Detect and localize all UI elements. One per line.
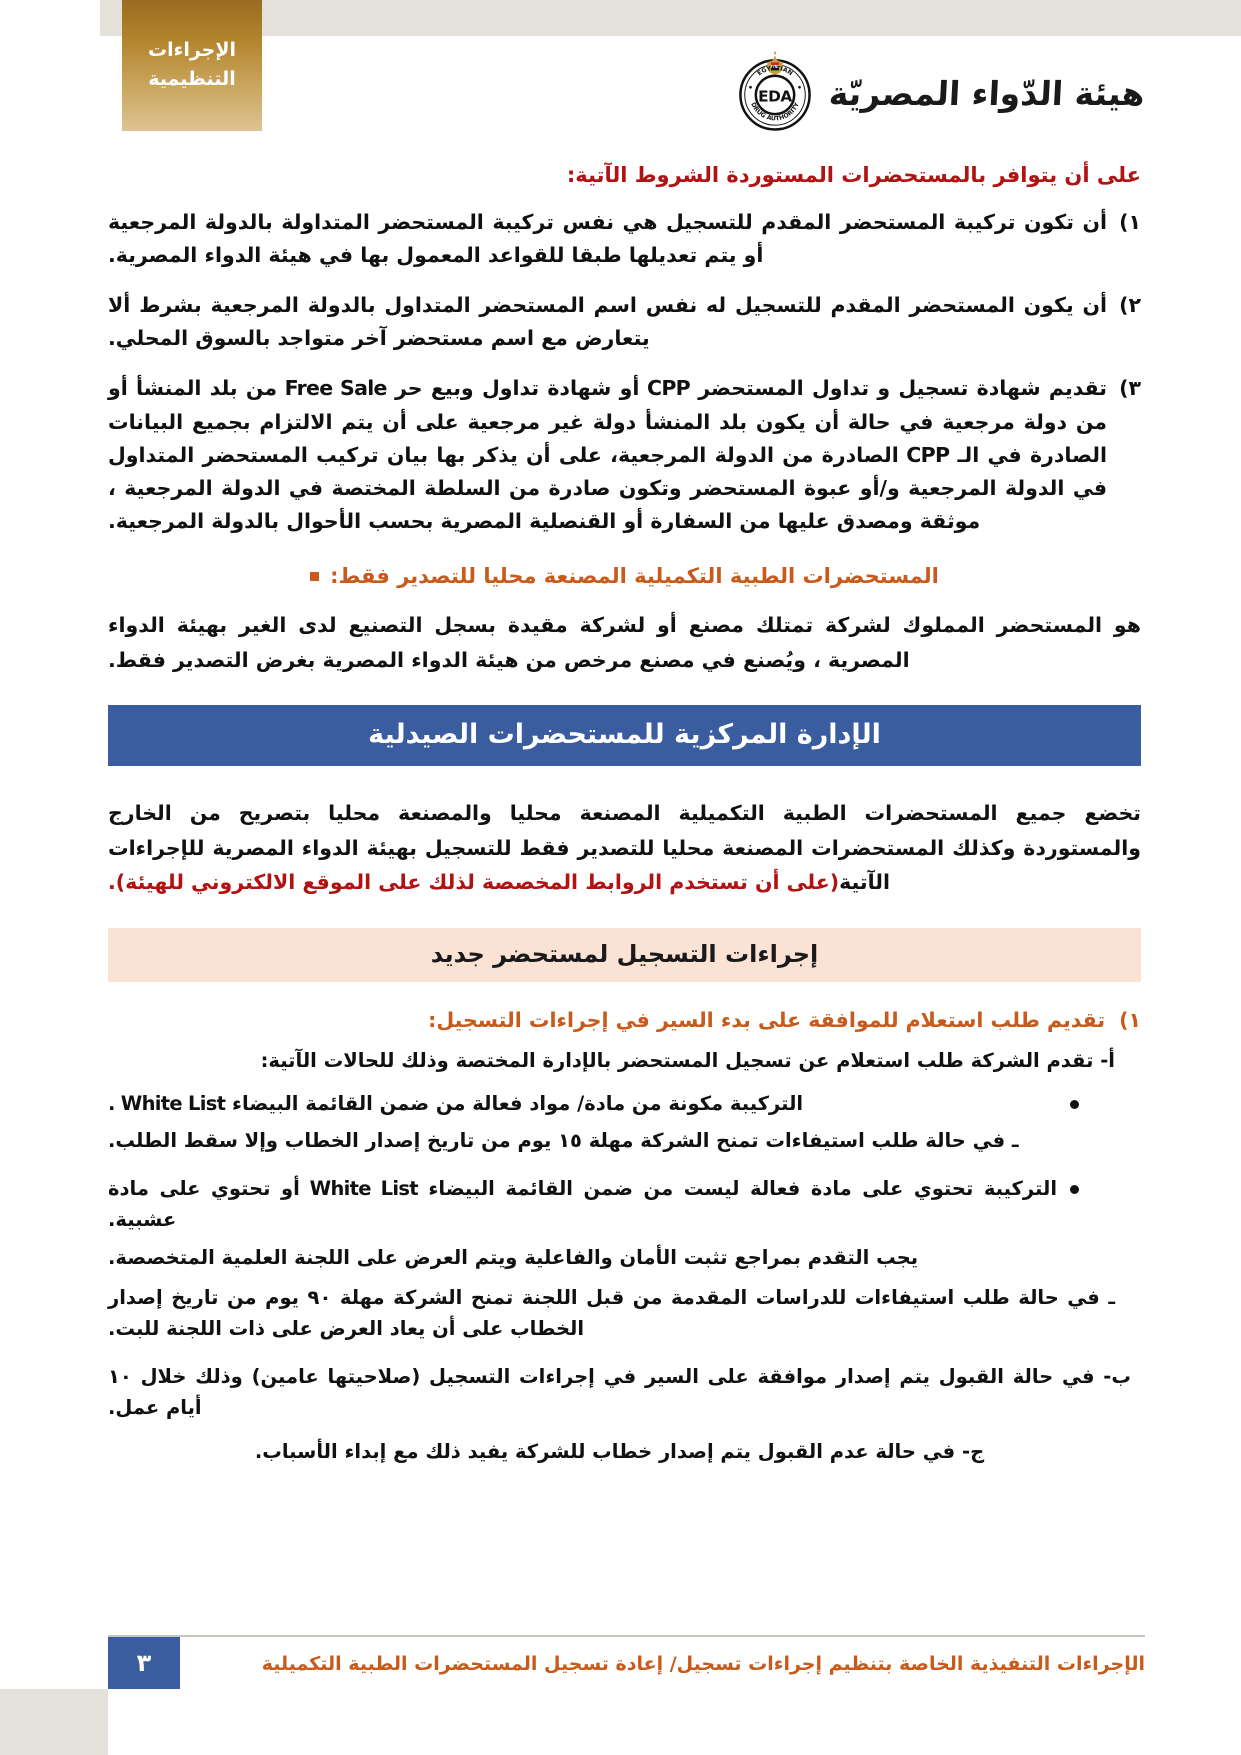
list-item: [108, 1088, 1141, 1120]
square-bullet-icon: [310, 572, 319, 581]
footer-divider: [108, 1635, 1145, 1637]
list-item: [108, 372, 1141, 538]
list-text: أن تكون تركيبة المستحضر المقدم للتسجيل هي نفس تركيبة المستحضر المتداولة بالدولة المرجعية أو يتم تعديلها طبقا للقواعد المعمول بها في هيئة الدواء المصرية.: [108, 209, 1107, 267]
bottom-band-cut: [108, 1689, 1241, 1755]
export-only-heading-text: المستحضرات الطبية التكميلية المصنعة محليا للتصدير فقط:: [330, 564, 939, 589]
header-tab-line1: الإجراءات: [148, 39, 237, 62]
page-number-badge: ٣: [108, 1637, 180, 1689]
top-band-left-cut: [0, 0, 100, 36]
footer-title: الإجراءات التنفيذية الخاصة بتنظيم إجراءات تسجيل/ إعادة تسجيل المستحضرات الطبية التكميلية: [261, 1653, 1145, 1675]
step1-bullet-list: [108, 1088, 1141, 1120]
step1-heading-text: تقديم طلب استعلام للموافقة على بدء السير في إجراءات التسجيل:: [428, 1007, 1106, 1032]
list-text: أن يكون المستحضر المقدم للتسجيل له نفس اسم المستحضر المتداول بالدولة المرجعية بشرط ألا يتعارض مع اسم مستحضر آخر متواجد بالسوق المحلي.: [108, 292, 1107, 351]
step1-bullet-list-2: [108, 1173, 1141, 1236]
list-item: [108, 289, 1141, 355]
list-item: [108, 1173, 1141, 1236]
export-only-heading: [108, 564, 1141, 588]
header-gold-tab: [122, 0, 262, 131]
list-marker: ٣): [1119, 376, 1141, 401]
dot-bullet-icon: [1070, 1185, 1079, 1194]
list-text: التركيبة مكونة من مادة/ مواد فعالة من ضمن القائمة البيضاء White List .: [108, 1091, 804, 1115]
step1-note-studies-deadline: ـ في حالة طلب استيفاءات للدراسات المقدمة من قبل اللجنة تمنح الشركة مهلة ٩٠ يوم من تاريخ إصدار الخطاب على أن يعاد العرض على ذات اللجنة للبت.: [108, 1285, 1116, 1341]
new-registration-banner: إجراءات التسجيل لمستحضر جديد: [108, 928, 1141, 982]
central-admin-banner: الإدارة المركزية للمستحضرات الصيدلية: [108, 705, 1141, 766]
list-text: تقديم شهادة تسجيل و تداول المستحضر CPP أو شهادة تداول وبيع حر Free Sale من بلد المنشأ أو من دولة مرجعية في حالة أن يكون بلد المنشأ دولة غير مرجعية على أن يتم الالتزام بجميع البيانات الصادرة في الـ CPP الصادرة من الدولة المرجعية، على أن يذكر بها بيان تركيب المستحضر المتداول في الدولة المرجعية و/أو عبوة المستحضر وتكون صادرة من السلطة المختصة في الدولة المرجعية ، موثقة ومصدق عليها من السفارة أو القنصلية المصرية بحسب الأحوال بالدولة المرجعية.: [108, 376, 1108, 534]
central-admin-paragraph-black: تخضع جميع المستحضرات الطبية التكميلية المصنعة محليا والمصنعة محليا بتصريح من الخارج والمستوردة وكذلك المستحضرات المصنعة محليا للتصدير فقط للتسجيل بهيئة الدواء المصرية للإجراءات الآتية: [108, 801, 1141, 895]
list-marker: ١): [1119, 209, 1141, 234]
step1-item-c: ج- في حالة عدم القبول يتم إصدار خطاب للشركة يفيد ذلك مع إبداء الأسباب.: [254, 1439, 985, 1463]
list-marker: ٢): [1119, 292, 1141, 317]
svg-text:EDA: EDA: [758, 87, 793, 106]
central-admin-paragraph: [108, 796, 1141, 899]
step1-marker: ١): [1119, 1007, 1141, 1032]
imported-conditions-list: [108, 206, 1141, 539]
central-admin-paragraph-red: (على أن تستخدم الروابط المخصصة لذلك على الموقع الالكتروني للهيئة).: [108, 870, 840, 895]
list-text: التركيبة تحتوي على مادة فعالة ليست من ضمن القائمة البيضاء White List أو تحتوي على مادة عشبية.: [108, 1176, 1057, 1232]
step1-sub-a: أ- تقدم الشركة طلب استعلام عن تسجيل المستحضر بالإدارة المختصة وذلك للحالات الآتية:: [260, 1048, 1115, 1072]
step1-heading: [108, 1008, 1141, 1032]
eda-seal-icon: [727, 45, 823, 141]
dot-bullet-icon: [1070, 1100, 1079, 1109]
list-item: [108, 206, 1141, 272]
imported-conditions-heading: على أن يتوافر بالمستحضرات المستوردة الشروط الآتية:: [566, 163, 1141, 187]
left-white-gutter: [0, 36, 38, 1755]
logo-arabic-text: هيئة الدّواء المصريّة: [828, 73, 1147, 113]
step1-note-scientific-committee: يجب التقدم بمراجع تثبت الأمان والفاعلية ويتم العرض على اللجنة العلمية المتخصصة.: [108, 1246, 919, 1270]
header-tab-line2: التنظيمية: [148, 68, 236, 90]
svg-text:DRUG AUTHORITY: DRUG AUTHORITY: [749, 101, 802, 123]
step1-note-after-first: ـ في حالة طلب استيفاءات تمنح الشركة مهلة ١٥ يوم من تاريخ إصدار الخطاب وإلا سقط الطلب.: [108, 1129, 1019, 1153]
svg-text:EGYPTIAN: EGYPTIAN: [756, 64, 795, 78]
export-only-paragraph: هو المستحضر المملوك لشركة تمتلك مصنع أو لشركة مقيدة بسجل التصنيع لدى الغير بهيئة الدواء المصرية ، ويُصنع في مصنع مرخص من هيئة الدواء المصرية بغرض التصدير فقط.: [108, 613, 1141, 672]
document-content: [108, 160, 1141, 1479]
step1-item-b: ب- في حالة القبول يتم إصدار موافقة على السير في إجراءات التسجيل (صلاحيتها عامين) وذلك خلال ١٠ أيام عمل.: [108, 1364, 1131, 1420]
eda-logo: [727, 45, 1145, 141]
